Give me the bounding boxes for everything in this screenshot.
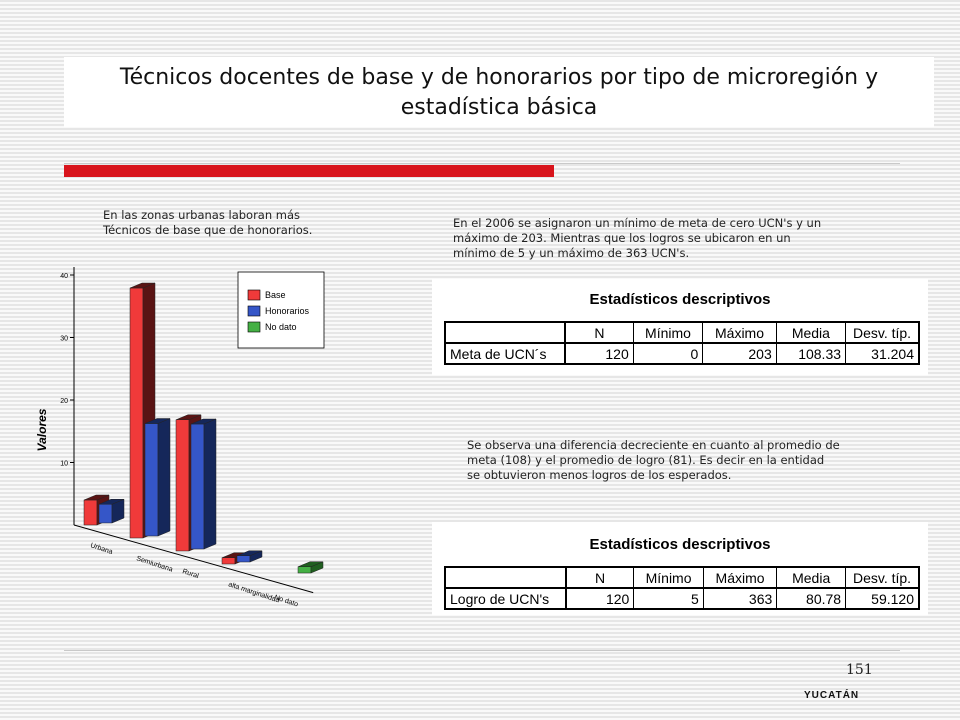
y-tick-label: 10: [60, 460, 68, 468]
cell-max: 203: [703, 343, 776, 364]
stats-panel-meta: [432, 279, 928, 375]
cell-n: 120: [565, 343, 633, 364]
legend-swatch: [248, 322, 260, 332]
y-axis-label: Valores: [35, 408, 49, 452]
x-tick-label: Rural: [181, 568, 200, 581]
slide-title: [64, 57, 934, 127]
note-right-top: En el 2006 se asignaron un mínimo de meta de cero UCN's y un máximo de 203. Mientras que los logros se ubicaron en un mínimo de 5 y un máximo de 363 UCN's.: [453, 216, 822, 260]
header-max: Máximo: [703, 567, 776, 588]
stats-title-meta: Estadísticos descriptivos: [589, 291, 771, 308]
bar-base: [84, 500, 97, 525]
bar-chart-svg: [30, 235, 420, 620]
header-mean: Media: [776, 322, 845, 343]
y-tick-label: 40: [60, 273, 68, 280]
cell-n: 120: [566, 588, 634, 609]
bar-chart: [30, 235, 420, 620]
table-corner: [445, 322, 565, 343]
accent-bar: [64, 165, 554, 177]
title-line-1: Técnicos docentes de base y de honorarios por tipo de microregión y: [119, 65, 879, 90]
bar-base: [222, 558, 235, 564]
bar-honorarios: [237, 556, 250, 562]
stats-table-logro: [444, 566, 920, 610]
bar-honorarios-side: [158, 419, 170, 537]
x-tick-label: Semiurbana: [135, 555, 174, 574]
cell-sd: 31.204: [846, 343, 919, 364]
note-right-mid: Se observa una diferencia decreciente en cuanto al promedio de meta (108) y el promedio de logro (81). Es decir en la entidad se obtuvieron menos logros de los esperados.: [467, 438, 840, 482]
stats-table-meta: [444, 321, 920, 365]
y-tick-label: 30: [60, 335, 68, 343]
legend-label: No dato: [265, 322, 297, 332]
header-n: N: [565, 322, 633, 343]
bar-base: [176, 420, 189, 551]
cell-max: 363: [703, 588, 776, 609]
header-n: N: [566, 567, 634, 588]
bar-honorarios: [191, 424, 204, 549]
row-label: Logro de UCN's: [445, 588, 566, 609]
bottom-divider: [64, 650, 900, 651]
legend-swatch: [248, 306, 260, 316]
legend-swatch: [248, 290, 260, 300]
cell-mean: 108.33: [776, 343, 845, 364]
header-sd: Desv. típ.: [846, 322, 919, 343]
header-min: Mínimo: [633, 322, 703, 343]
legend-label: Base: [265, 290, 286, 300]
x-tick-label: No dato: [273, 594, 299, 609]
stats-title-logro: Estadísticos descriptivos: [589, 536, 771, 553]
cell-sd: 59.120: [846, 588, 919, 609]
header-max: Máximo: [703, 322, 776, 343]
footer-state: YUCATÁN: [804, 690, 860, 701]
note-left: En las zonas urbanas laboran más Técnicos de base que de honorarios.: [103, 208, 313, 237]
bar-base: [130, 288, 143, 538]
header-min: Mínimo: [634, 567, 704, 588]
bar-honorarios-side: [204, 419, 216, 549]
bar-honorarios: [145, 424, 158, 537]
cell-mean: 80.78: [777, 588, 846, 609]
table-corner: [445, 567, 566, 588]
x-tick-label: Urbana: [89, 542, 114, 556]
top-divider: [64, 163, 900, 164]
title-line-2: estadística básica: [400, 95, 598, 120]
y-tick-label: 20: [60, 398, 68, 405]
header-mean: Media: [777, 567, 846, 588]
bar-honorarios: [99, 504, 112, 523]
cell-min: 0: [633, 343, 703, 364]
cell-min: 5: [634, 588, 704, 609]
x-tick-label: alta marginalidad: [227, 581, 281, 605]
header-sd: Desv. típ.: [846, 567, 919, 588]
stats-panel-logro: [432, 522, 928, 615]
bar-no-dato: [298, 567, 311, 573]
page-number: 151: [846, 662, 873, 678]
row-label: Meta de UCN´s: [445, 343, 565, 364]
legend-label: Honorarios: [265, 306, 310, 316]
